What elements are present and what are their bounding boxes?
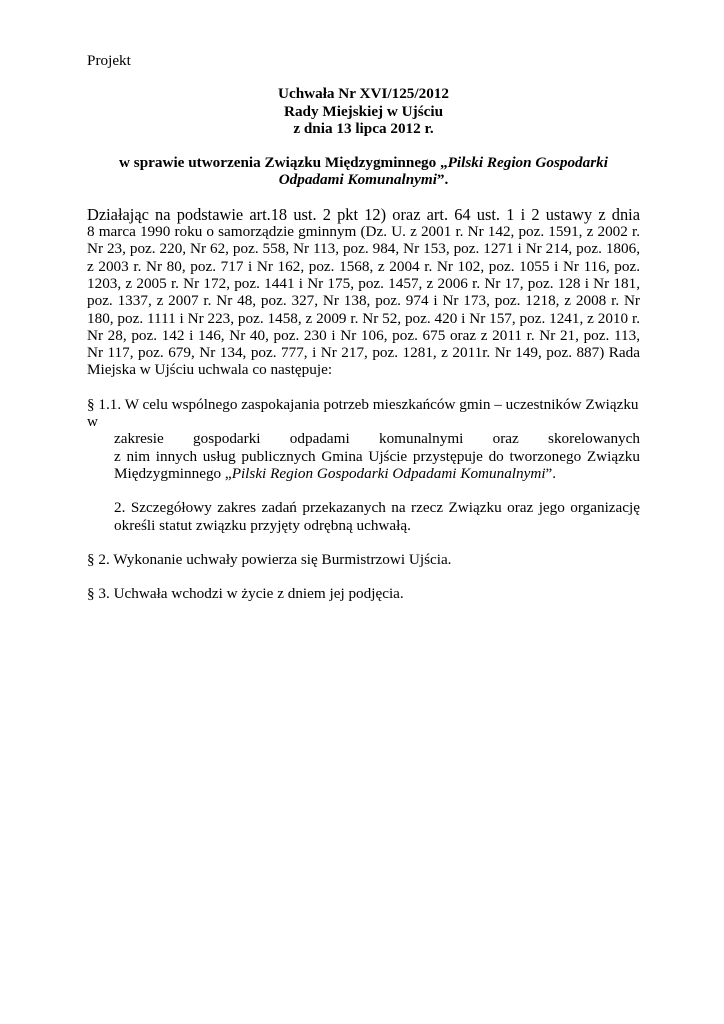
subject-suffix: ”.	[436, 171, 449, 189]
projekt-label: Projekt	[87, 52, 131, 69]
resolution-subject	[87, 154, 640, 189]
section-2: § 2. Wykonanie uchwały powierza się Burmistrzowi Ujścia.	[87, 550, 452, 568]
section-1-line-3-suffix: ”.	[545, 464, 557, 482]
section-1-line-3-prefix: z nim innych usług publicznych Gmina Ujście przystępuje do tworzonego Związku Międzygminnego „	[114, 447, 640, 482]
resolution-number: Uchwała Nr XVI/125/2012	[277, 85, 449, 103]
section-1	[87, 396, 640, 534]
section-1-item-2: 2. Szczegółowy zakres zadań przekazanych na rzecz Związku oraz jego organizację określi statut związku przyjęty odrębną uchwałą.	[114, 499, 640, 534]
section-1-first-line: § 1.1. W celu wspólnego zaspokajania potrzeb mieszkańców gmin – uczestników Związku w	[87, 395, 639, 431]
section-1-continuation	[87, 430, 640, 482]
section-1-line-2: zakresie gospodarki odpadami komunalnymi oraz skorelowanych	[114, 430, 640, 448]
document-page	[87, 52, 640, 602]
resolution-date: z dnia 13 lipca 2012 r.	[293, 119, 434, 137]
preamble-body: 8 marca 1990 roku o samorządzie gminnym (Dz. U. z 2001 r. Nr 142, poz. 1591, z 2002 r. Nr 23, poz. 220, Nr 62, poz. 558, Nr 113, poz. 984, Nr 153, poz. 1271 i Nr 214, poz. 1806, z 2003 r. Nr 80, poz. 717 i Nr 162, poz. 1568, z 2004 r. Nr 102, poz. 1055 i Nr 116, poz. 1203, z 2005 r. Nr 172, poz. 1441 i Nr 175, poz. 1457, z 2006 r. Nr 17, poz. 128 i Nr 181, poz. 1337, z 2007 r. Nr 48, poz. 327, Nr 138, poz. 974 i Nr 173, poz. 1218, z 2008 r. Nr 180, poz. 1111 i Nr 223, poz. 1458, z 2009 r. Nr 52, poz. 420 i Nr 157, poz. 1241, z 2010 r. Nr 28, poz. 142 i 146, Nr 40, poz. 230 i Nr 106, poz. 675 oraz z 2011 r. Nr 21, poz. 113, Nr 117, poz. 679, Nr 134, poz. 777, i Nr 217, poz. 1281, z 2011r. Nr 149, poz. 887) Rada Miejska w Ujściu uchwala co następuje:	[87, 223, 640, 379]
council-name: Rady Miejskiej w Ujściu	[283, 102, 444, 120]
section-3: § 3. Uchwała wchodzi w życie z dniem jej podjęcia.	[87, 585, 404, 603]
preamble-first-line: Działając na podstawie art.18 ust. 2 pkt 12) oraz art. 64 ust. 1 i 2 ustawy z dnia	[87, 204, 640, 224]
section-1-line-3	[114, 448, 640, 483]
legal-basis-preamble	[87, 206, 640, 379]
subject-union-name: Pilski Region Gospodarki Odpadami Komunalnymi	[278, 154, 608, 189]
section-1-union-name: Pilski Region Gospodarki Odpadami Komunalnymi	[231, 464, 546, 482]
subject-prefix: w sprawie utworzenia Związku Międzygminnego „	[119, 154, 448, 172]
